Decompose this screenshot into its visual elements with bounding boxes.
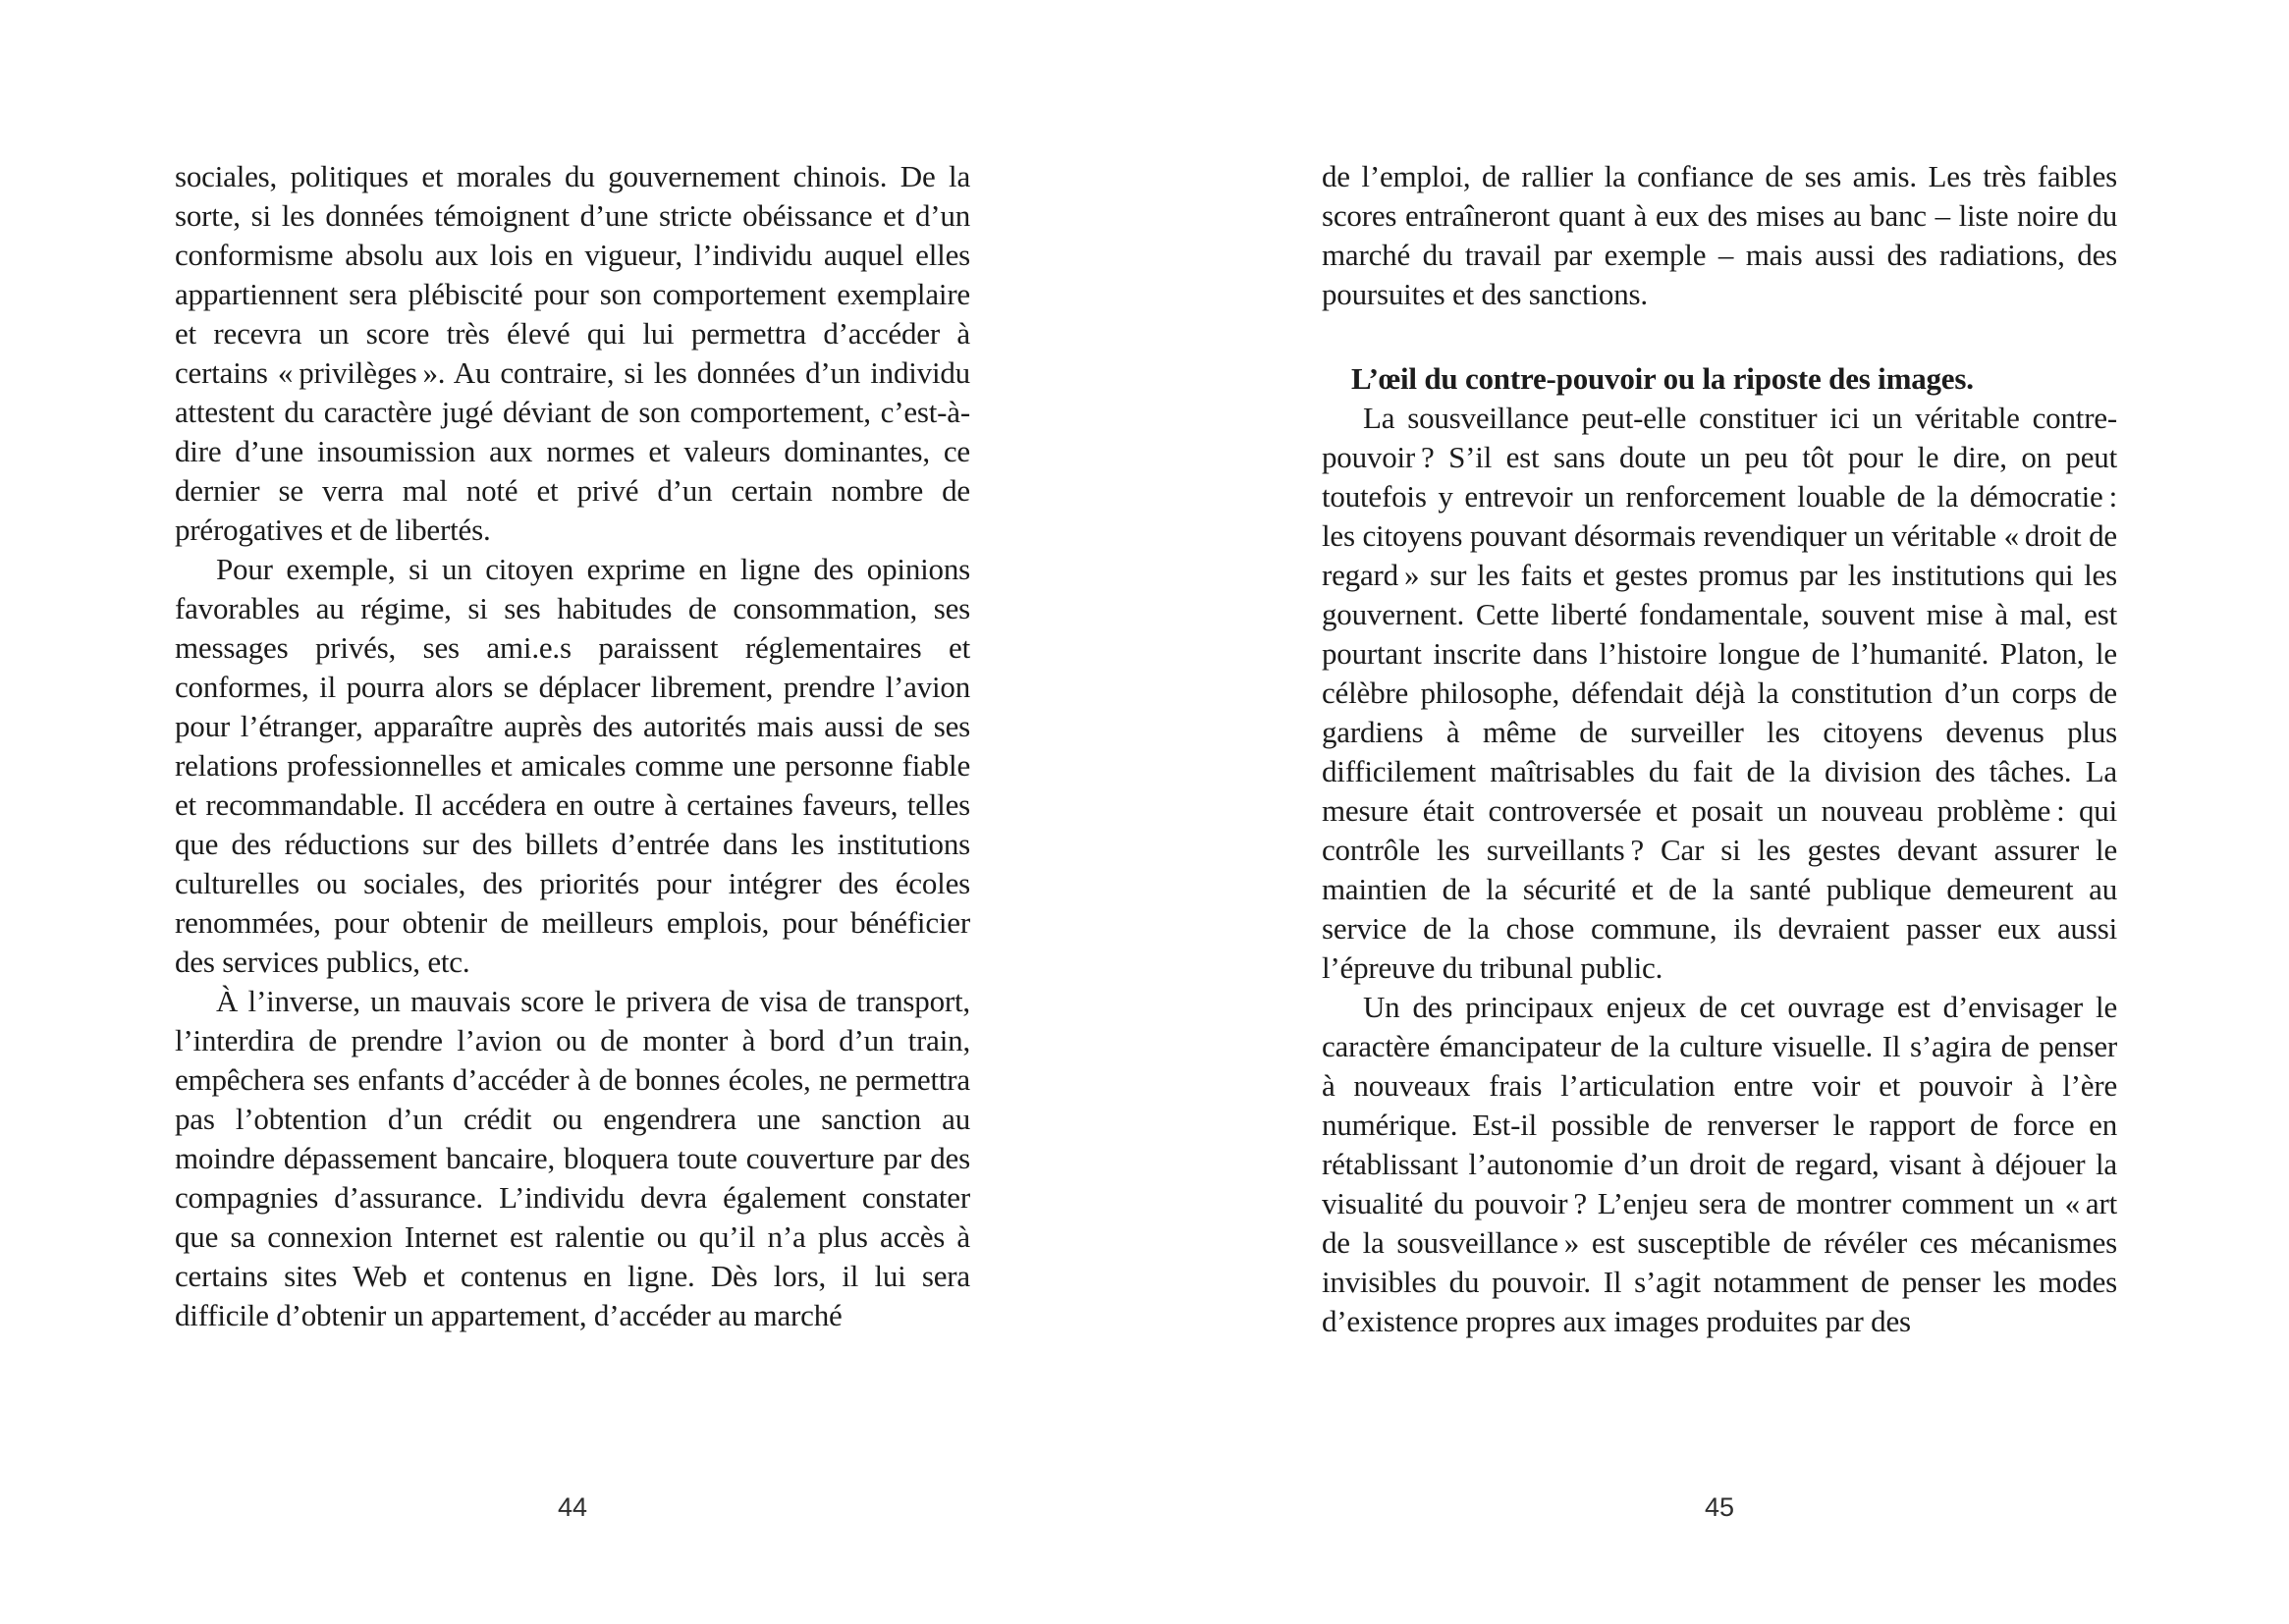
page-number-right: 45 xyxy=(1704,1492,1735,1522)
page-number-left: 44 xyxy=(557,1492,588,1522)
paragraph: de l’emploi, de rallier la confiance de ses amis. Les très faibles scores entraîneront quant à eux des mises au banc – liste noire du marché du travail par exemple – mais aussi des radiations, des poursuites et des sanctions. xyxy=(1322,159,2117,311)
paragraph: Un des principaux enjeux de cet ouvrage est d’envisager le caractère émancipateur de la culture visuelle. Il s’agira de penser à nouveaux frais l’articulation entre voir et pouvoir à l’ère numérique. Est-il possible de renverser le rapport de force en rétablissant l’autonomie d’un droit de regard, visant à déjouer la visualité du pouvoir ? L’enjeu sera de montrer comment un « art de la sousveillance » est susceptible de révéler ces mécanismes invisibles du pouvoir. Il s’agit notamment de penser les modes d’existence propres aux images produites par des xyxy=(1322,990,2117,1338)
section-heading: L’œil du contre-pouvoir ou la riposte des images. xyxy=(1351,361,1974,396)
page-45-text-block xyxy=(1322,157,2117,1341)
paragraph: La sousveillance peut-elle constituer ici un véritable contre-pouvoir ? S’il est sans doute un peu tôt pour le dire, on peut toutefois y entrevoir un renforcement louable de la démocratie : les citoyens pouvant désormais revendiquer un véritable « droit de regard » sur les faits et gestes promus par les institutions qui les gouvernent. Cette liberté fondamentale, souvent mise à mal, est pourtant inscrite dans l’histoire longue de l’humanité. Platon, le célèbre philosophe, défendait déjà la constitution d’un corps de gardiens à même de surveiller les citoyens devenus plus difficilement maîtrisables du fait de la division des tâches. La mesure était controversée et posait un nouveau problème : qui contrôle les surveillants ? Car si les gestes devant assurer le maintien de la sécurité et de la santé publique demeurent au service de la chose commune, ils devraient passer eux aussi l’épreuve du tribunal public. xyxy=(1322,401,2117,985)
page-44-text-block xyxy=(175,157,970,1335)
paragraph: À l’inverse, un mauvais score le privera de visa de transport, l’interdira de prendre l’avion ou de monter à bord d’un train, empêchera ses enfants d’accéder à de bonnes écoles, ne permettra pas l’obtention d’un crédit ou engendrera une sanction au moindre dépassement bancaire, bloquera toute couverture par des compagnies d’assurance. L’individu devra également constater que sa connexion Internet est ralentie ou qu’il n’a plus accès à certains sites Web et contenus en ligne. Dès lors, il lui sera difficile d’obtenir un appartement, d’accéder au marché xyxy=(175,984,970,1332)
paragraph: sociales, politiques et morales du gouvernement chinois. De la sorte, si les données témoignent d’une stricte obéissance et d’un conformisme absolu aux lois en vigueur, l’individu auquel elles appartiennent sera plébiscité pour son comportement exemplaire et recevra un score très élevé qui lui permettra d’accéder à certains « privilèges ». Au contraire, si les données d’un individu attestent du caractère jugé déviant de son comportement, c’est-à-dire d’une insoumission aux normes et valeurs dominantes, ce dernier se verra mal noté et privé d’un certain nombre de prérogatives et de libertés. xyxy=(175,159,970,547)
paragraph: Pour exemple, si un citoyen exprime en ligne des opinions favorables au régime, si ses habitudes de consommation, ses messages privés, ses ami.e.s paraissent réglementaires et conformes, il pourra alors se déplacer librement, prendre l’avion pour l’étranger, apparaître auprès des autorités mais aussi de ses relations professionnelles et amicales comme une personne fiable et recommandable. Il accédera en outre à certaines faveurs, telles que des réductions sur des billets d’entrée dans les institutions culturelles ou sociales, des priorités pour intégrer des écoles renommées, pour obtenir de meilleurs emplois, pour bénéficier des services publics, etc. xyxy=(175,552,970,979)
